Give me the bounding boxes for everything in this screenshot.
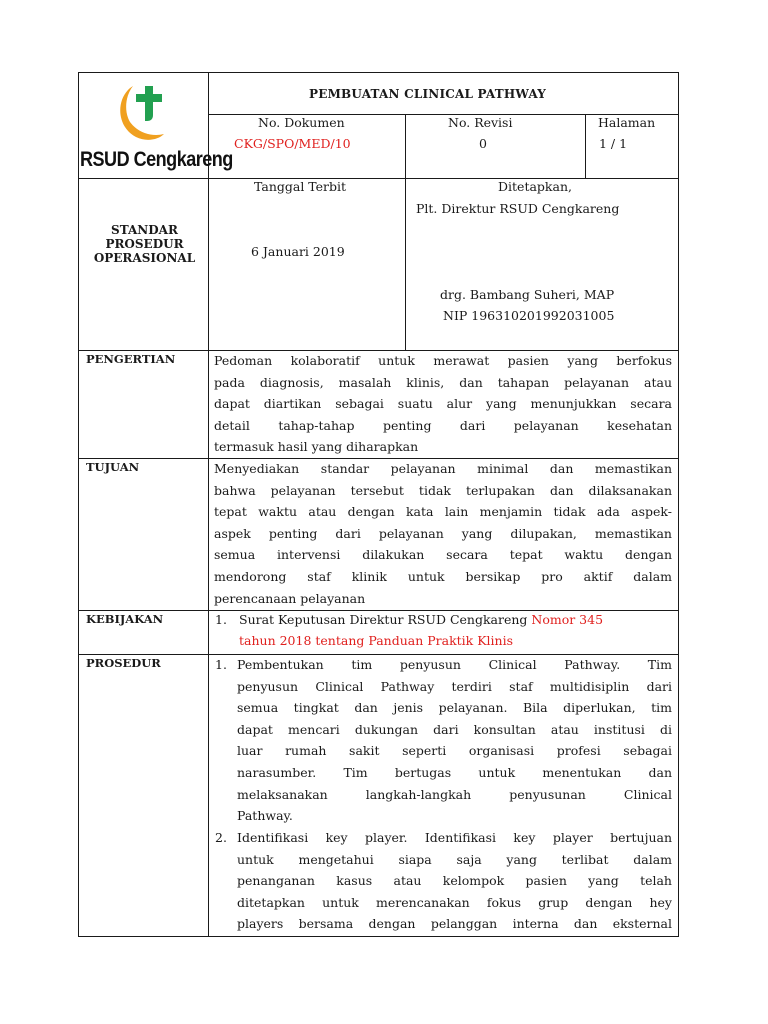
text-line: ditetapkan untuk merencanakan fokus grup dengan hey <box>237 894 672 910</box>
approver-position: Plt. Direktur RSUD Cengkareng <box>416 201 620 216</box>
procedure-step-1 <box>237 654 672 827</box>
text-line: semua tingkat dan jenis pelayanan. Bila diperlukan, tim <box>237 700 672 716</box>
list-number: 1. <box>215 612 227 627</box>
section-body-tujuan <box>214 458 672 609</box>
text-line: pada diagnosis, masalah klinis, dan tahapan pelayanan atau <box>214 374 672 390</box>
table-divider <box>585 114 586 178</box>
table-divider <box>78 178 679 179</box>
policy-reference-title: tahun 2018 tentang Panduan Praktik Klinis <box>239 633 514 648</box>
policy-line <box>239 614 603 627</box>
table-divider <box>405 114 406 351</box>
text-line: Pedoman kolaboratif untuk merawat pasien yang berfokus <box>214 353 672 368</box>
text-line: Identifikasi key player. Identifikasi key player bertujuan <box>237 830 672 845</box>
section-body-pengertian <box>214 350 672 458</box>
approved-label: Ditetapkan, <box>498 179 572 194</box>
text-line: penanganan kasus atau kelompok pasien yang telah <box>237 873 672 889</box>
table-divider <box>78 610 679 611</box>
text-line: mendorong staf klinik untuk bersikap pro aktif dalam <box>214 568 672 584</box>
section-label-kebijakan: KEBIJAKAN <box>86 612 164 626</box>
table-border-top <box>78 72 679 73</box>
text-line: detail tahap-tahap penting dari pelayanan kesehatan <box>214 417 672 433</box>
text-line: dapat diartikan sebagai suatu alur yang menunjukkan secara <box>214 396 672 412</box>
page-value: 1 / 1 <box>599 136 628 151</box>
revision-value: 0 <box>479 136 487 151</box>
text-line: tepat waktu atau dengan kata lain menjamin tidak ada aspek- <box>214 504 672 520</box>
doc-number-value: CKG/SPO/MED/10 <box>234 136 351 151</box>
procedure-step-2 <box>237 827 672 935</box>
table-divider-vertical <box>208 72 209 937</box>
text-line: narasumber. Tim bertugas untuk menentukan dan <box>237 764 672 780</box>
table-border-bottom <box>78 936 679 937</box>
table-border-left <box>78 72 79 937</box>
issue-date-value: 6 Januari 2019 <box>251 244 345 259</box>
issue-date-label: Tanggal Terbit <box>254 179 347 194</box>
text-line: penyusun Clinical Pathway terdiri staf multidisiplin dari <box>237 678 672 694</box>
text-line: Pembentukan tim penyusun Clinical Pathway. Tim <box>237 657 672 672</box>
institution-name: RSUD Cengkareng <box>80 148 233 171</box>
list-number: 1. <box>215 657 227 672</box>
text-line: bahwa pelayanan tersebut tidak terlupakan dan dilaksanakan <box>214 482 672 498</box>
revision-label: No. Revisi <box>448 115 513 130</box>
approver-nip: NIP 196310201992031005 <box>443 308 615 323</box>
policy-text: Surat Keputusan Direktur RSUD Cengkareng <box>239 612 532 627</box>
document-title: PEMBUATAN CLINICAL PATHWAY <box>309 87 546 101</box>
table-border-right <box>678 72 679 937</box>
policy-reference-number: Nomor 345 <box>531 612 604 627</box>
text-line: termasuk hasil yang diharapkan <box>214 439 419 455</box>
text-line: luar rumah sakit seperti organisasi profesi sebagai <box>237 743 672 759</box>
section-label-tujuan: TUJUAN <box>86 460 140 474</box>
page-label: Halaman <box>598 115 656 130</box>
text-line: Pathway. <box>237 808 293 824</box>
text-line: semua intervensi dilakukan secara tepat waktu dengan <box>214 547 672 563</box>
text-line: Menyediakan standar pelayanan minimal dan memastikan <box>214 461 672 476</box>
sop-title-line: PROSEDUR <box>105 237 184 251</box>
text-line: melaksanakan langkah-langkah penyusunan Clinical <box>237 786 672 802</box>
approver-name: drg. Bambang Suheri, MAP <box>440 287 615 302</box>
text-line: perencanaan pelayanan <box>214 590 366 606</box>
section-label-prosedur: PROSEDUR <box>86 656 161 670</box>
sop-title-line: OPERASIONAL <box>93 251 196 265</box>
sop-document <box>78 72 679 937</box>
text-line: dapat mencari dukungan dari konsultan atau institusi di <box>237 721 672 737</box>
text-line: untuk mengetahui siapa saja yang terlibat dalam <box>237 851 672 867</box>
doc-number-label: No. Dokumen <box>258 115 345 130</box>
text-line: aspek penting dari pelayanan yang dilupakan, memastikan <box>214 525 672 541</box>
list-number: 2. <box>215 830 227 845</box>
section-label-pengertian: PENGERTIAN <box>86 352 176 366</box>
text-line: players bersama dengan pelanggan interna dan eksternal <box>237 916 672 932</box>
hospital-logo-icon <box>114 82 166 144</box>
sop-title-line: STANDAR <box>111 223 178 237</box>
